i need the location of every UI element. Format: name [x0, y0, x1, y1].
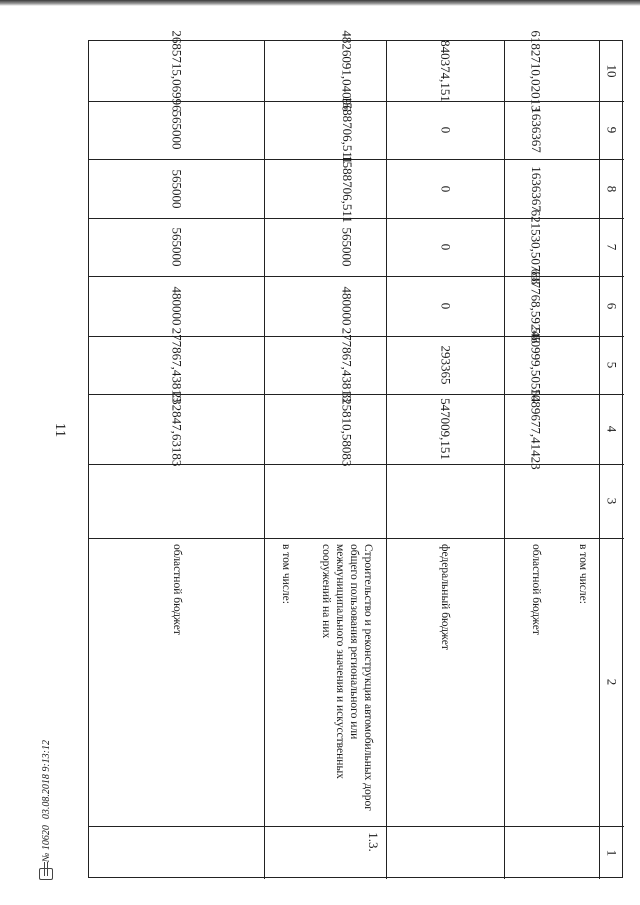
column-header	[599, 101, 624, 159]
table-row-label	[567, 538, 599, 826]
table-value-text: 325810,58083	[339, 391, 355, 467]
stamp-icon	[39, 868, 53, 880]
table-value-cell	[89, 391, 264, 467]
table-value-text: 293365	[438, 345, 453, 385]
table-value-cell	[89, 30, 264, 112]
table-value-text: 547009,151	[438, 398, 453, 460]
table-value-text: 565000	[169, 169, 185, 208]
column-header-label: 8	[604, 185, 620, 192]
table-value-text: 637768,59248	[528, 268, 544, 344]
table-value-cell	[386, 394, 504, 464]
table-value-cell	[89, 159, 264, 218]
row-number-text: 1.3.	[365, 832, 381, 852]
table-value-text: 4826091,04096	[339, 30, 355, 112]
table-value-text: 480000	[169, 286, 185, 326]
column-header-label: 5	[604, 361, 620, 369]
table-value-cell	[386, 41, 504, 101]
table-value-cell	[386, 159, 504, 218]
table-value-cell	[307, 218, 386, 276]
table-value-cell	[89, 276, 264, 336]
table-row-label	[264, 538, 307, 826]
column-header	[599, 218, 624, 276]
table-value-text: 480000	[339, 286, 355, 326]
row-label-text: в том числе:	[279, 544, 292, 604]
column-header	[599, 826, 624, 879]
table-value-text: 0	[438, 185, 453, 192]
column-header	[599, 394, 624, 464]
table-value-text: 6182710,02013	[528, 30, 544, 112]
table-value-text: 0	[438, 126, 453, 134]
table-value-text: 1588706,511	[339, 154, 355, 223]
doc-timestamp: 03.08.2018 9:13:12	[40, 740, 52, 820]
table-row-label	[504, 538, 567, 826]
table-value-text: 1089677,41423	[528, 388, 544, 470]
budget-table	[88, 30, 623, 878]
table-value-cell	[504, 159, 567, 218]
column-header-label: 7	[604, 243, 620, 251]
column-header-label: 10	[604, 64, 620, 78]
table-row-number	[307, 826, 386, 879]
table-value-cell	[386, 336, 504, 394]
table-value-text: 2685715,06996	[169, 30, 185, 112]
table-value-cell	[386, 218, 504, 276]
table-value-cell	[307, 327, 386, 403]
table-value-cell	[307, 154, 386, 223]
table-value-text: 0	[438, 302, 453, 310]
table-value-cell	[504, 209, 567, 285]
document-footer	[36, 740, 56, 880]
table-value-text: 277867,43813	[169, 327, 185, 403]
column-header	[599, 538, 624, 826]
table-value-cell	[504, 327, 567, 403]
table-value-text: 565000	[339, 227, 355, 267]
column-header-label: 3	[604, 497, 620, 505]
table-value-text: 565000	[169, 227, 185, 267]
column-header-label: 6	[604, 302, 620, 310]
table-value-text: 1636367	[528, 165, 544, 212]
table-value-text: 277867,43813	[339, 327, 355, 403]
table-row-label	[89, 538, 264, 826]
column-header-label: 2	[604, 678, 620, 686]
table-value-cell	[504, 268, 567, 344]
table-value-cell	[307, 276, 386, 336]
column-header	[599, 464, 624, 538]
table-value-text: 0	[438, 243, 453, 251]
table-value-text: 1588706,511	[339, 96, 355, 164]
column-header-label: 4	[604, 425, 620, 433]
row-label-text: федеральный бюджет	[439, 544, 451, 650]
column-header-label: 9	[604, 126, 620, 134]
table-row-label	[386, 538, 504, 826]
doc-number: № 10620	[40, 825, 52, 863]
table-value-text: 840374,151	[438, 40, 453, 102]
table-value-cell	[89, 218, 264, 276]
table-value-text: 560999,50554	[528, 327, 544, 403]
table-value-cell	[504, 388, 567, 470]
row-label-text: Строительство и реконструкция автомобильных дорог общего пользования регионального или межмуниципального значения и искусственных сооружений на них	[319, 544, 374, 812]
table-value-text: 232847,63183	[169, 391, 185, 467]
column-header	[599, 276, 624, 336]
row-label-text: в том числе:	[577, 544, 589, 604]
column-header	[599, 41, 624, 101]
scan-edge	[0, 0, 640, 6]
column-header	[599, 336, 624, 394]
row-label-text: областной бюджет	[529, 544, 542, 635]
table-value-text: 621530,50788	[528, 209, 544, 285]
table-value-cell	[89, 327, 264, 403]
table-value-text: 1636367	[528, 107, 544, 153]
table-value-cell	[504, 30, 567, 112]
table-row-label	[307, 538, 386, 826]
table-value-cell	[386, 276, 504, 336]
row-label-text: областной бюджет	[170, 544, 183, 635]
table-value-cell	[307, 30, 386, 112]
table-value-text: 565000	[169, 110, 185, 150]
page-number: 11	[52, 422, 68, 438]
table-value-cell	[307, 391, 386, 467]
table-value-cell	[386, 101, 504, 159]
column-header-label: 1	[604, 849, 620, 856]
column-header	[599, 159, 624, 218]
